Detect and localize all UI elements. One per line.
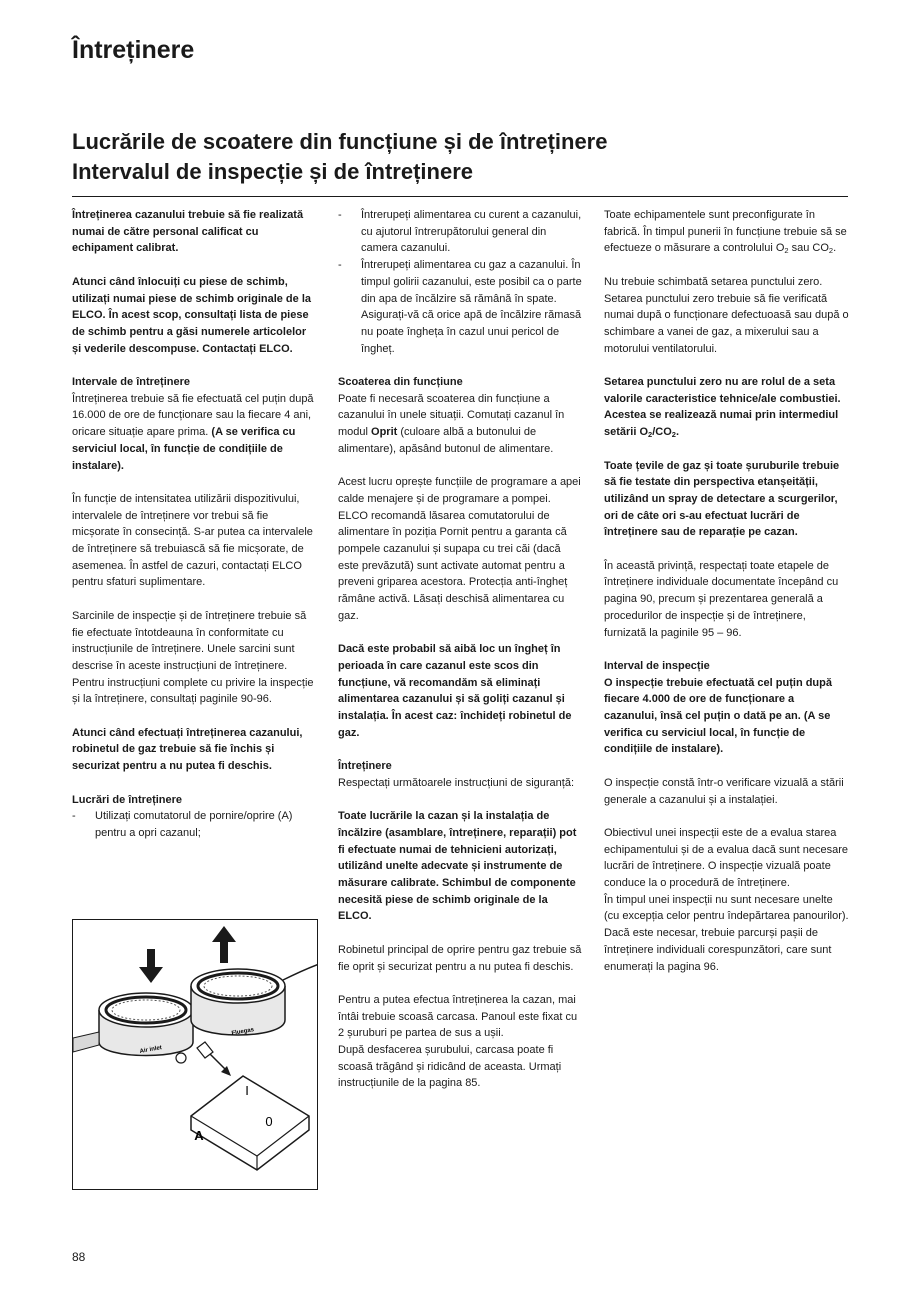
gas-shutoff-paragraph: Robinetul principal de oprire pentru gaz trebuie să fie oprit și securizat pentru a nu putea fi deschis. xyxy=(338,943,582,973)
switch-off-mark: 0 xyxy=(265,1114,273,1129)
programming-paragraph: Acest lucru oprește funcțiile de programare a apei calde menajere și de programare a pompei. xyxy=(338,476,581,505)
pointer-arrow-icon xyxy=(210,1054,231,1076)
section-header: Întreținere xyxy=(72,36,195,64)
casing-removal-paragraph: După desfacerea șurubului, carcasa poate fi scoasă trăgând și ridicând de aceasta. Urmați instrucțiunile de la pagina 85. xyxy=(338,1044,562,1090)
leak-test-note: Toate țevile de gaz și toate șuruburile trebuie să fie testate din perspectiva etanșeității, utilizând un spray de detectare a scurgerilor, ori de câte ori s-au efectuat lucrări de întreținere sau de reparație pe cazan. xyxy=(604,459,840,539)
tasks-paragraph: Sarcinile de inspecție și de întreținere trebuie să fie efectuate întotdeauna în conformitate cu instrucțiunile de întreținere. Unele sarcini sunt descrise în aceste instrucțiuni de întreținere. Pentru instrucțiuni complete cu privire la inspecție și la întreținere, consultați paginile 90-96. xyxy=(72,609,314,706)
list-item: - Întrerupeți alimentarea cu gaz a cazanului. În timpul golirii cazanului, este posibil ca o parte din apa de încălzire să rămână în spate. Asigurați-vă că orice apă de încălzire rămasă nu poate îngheța în cazul unui pericol de îngheț. xyxy=(338,259,582,355)
usage-intensity-paragraph: În funcție de intensitatea utilizării dispozitivului, intervalele de întreținere vor trebui să fie micșorate în consecință. S-ar putea ca intervalele de întreținere să trebuiască să fie micșorate, de asemenea. În astfel de cazuri, contactați ELCO pentru sfaturi suplimentare. xyxy=(72,492,313,589)
gas-valve-warning: Atunci când efectuați întreținerea cazanului, robinetul de gaz trebuie să fie închis și securizat pentru a nu putea fi deschis. xyxy=(72,726,303,773)
page-title-line2: Intervalul de inspecție și de întreținere xyxy=(72,159,474,184)
column-2 xyxy=(338,207,584,1092)
heading-decommissioning: Scoaterea din funcțiune xyxy=(338,376,463,389)
interval-paragraph: Întreținerea trebuie să fie efectuată cel puțin după 16.000 de ore de funcționare sau la fiecare 4 ani, oricare situație apare prima. (A se verifica cu serviciul local, în funcție de condițiile de instalare). xyxy=(72,392,314,472)
flue-gas-ring xyxy=(191,969,285,1037)
arrow-up-icon xyxy=(212,926,236,963)
qualification-note: Întreținerea cazanului trebuie să fie realizată numai de către personal calificat cu echipament calibrat. xyxy=(72,209,304,255)
page-number: 88 xyxy=(72,1250,86,1264)
heading-maintenance-intervals: Intervale de întreținere xyxy=(72,376,190,388)
boiler-illustration xyxy=(73,920,318,1190)
zero-point-note: Setarea punctului zero nu are rolul de a seta valorile caracteristice tehnice/ale combustiei. Acestea se realizează numai prin intermediul setării $O_2/CO_2$. xyxy=(604,376,841,440)
recommendation-paragraph: ELCO recomandă lăsarea comutatorului de alimentare în poziția Pornit pentru a garanta că pompele cazanului și supapa cu trei căi (dacă este prevăzută) sunt activate automat pentru a preveni griparea acestora. Protecția anti-îngheț rămâne activă. Lăsați deschisă alimentarea cu gaz. xyxy=(338,509,568,622)
spare-parts-note: Atunci când înlocuiți cu piese de schimb, utilizați numai piese de schimb originale de la ELCO. În acest scop, consultați lista de piese de schimb pentru a găsi numerele articolelor și vederile descompuse. Contactați ELCO. xyxy=(72,275,312,355)
column-1 xyxy=(72,207,318,842)
switch-on-mark: I xyxy=(245,1083,249,1098)
casing-paragraph: Pentru a putea efectua întreținerea la cazan, mai întâi trebuie scoasă carcasa. Panoul este fixat cu 2 șuruburi pe partea de sus a ușii. xyxy=(338,993,578,1040)
arrow-down-icon xyxy=(139,949,163,983)
preconfig-paragraph: Toate echipamentele sunt preconfigurate în fabrică. În timpul punerii în funcțiune trebuie să se efectueze o măsurare a controlului $O_2$ sau $CO_2$. xyxy=(604,209,847,256)
list-item: - Întrerupeți alimentarea cu curent a cazanului, cu ajutorul întrerupătorului general din camera cazanului. xyxy=(338,209,582,255)
figure-label-a: A xyxy=(194,1128,204,1143)
zero-point-paragraph: Nu trebuie schimbată setarea punctului zero. Setarea punctului zero trebuie să fie verificată numai după o funcționare defectuoasă sau după o schimbare a vanei de gaz, a mixerului sau a motorului ventilatorului. xyxy=(604,275,849,355)
authorized-work-note: Toate lucrările la cazan și la instalația de încălzire (asamblare, întreținere, reparații) pot fi efectuate numai de tehnicieni autorizați, utilizând unelte adecvate și instrumente de măsurare calibrate. Schimbul de componente necesită piese de schimb originale de la ELCO. xyxy=(338,810,577,923)
page-title-line1: Lucrările de scoatere din funcțiune și de întreținere xyxy=(72,129,608,154)
heading-maintenance: Întreținere xyxy=(338,760,392,773)
air-inlet-ring xyxy=(99,993,193,1056)
air-inlet-label: Air inlet xyxy=(139,1045,163,1055)
frost-warning: Dacă este probabil să aibă loc un îngheț în perioada în care cazanul este scos din funcțiune, vă recomandăm să eliminați alimentarea cazanului și să goliți cazanul și instalația. În acest caz: închideți robinetul de gaz. xyxy=(338,643,572,739)
procedures-paragraph: În această privință, respectați toate etapele de întreținere individuale documentate începând cu pagina 90, precum și prezentarea generală a procedurilor de inspecție și de întreținere, furnizată la paginile 95 – 96. xyxy=(604,559,839,639)
heading-maintenance-work: Lucrări de întreținere xyxy=(72,793,183,806)
power-switch xyxy=(191,1076,309,1170)
list-item: - Utilizați comutatorul de pornire/oprire (A) pentru a opri cazanul; xyxy=(72,810,293,839)
inspection-tools-paragraph: În timpul unei inspecții nu sunt necesare unelte (cu excepția celor pentru îndepărtarea panourilor). Dacă este necesar, trebuie parcurși pașii de întreținere individuali corespunzători, care sunt enumerați la pagina 96. xyxy=(604,893,849,973)
boiler-switch-figure xyxy=(72,919,318,1190)
title-divider xyxy=(72,196,848,197)
column-3 xyxy=(604,207,850,975)
safety-intro: Respectați următoarele instrucțiuni de siguranță: xyxy=(338,776,575,789)
decommission-paragraph: Poate fi necesară scoaterea din funcțiune a cazanului în unele situații. Comutați cazanul în modul Oprit (culoare albă a butonului de alimentare), apăsând butonul de alimentare. xyxy=(338,392,565,455)
flue-gas-label: Fluegas xyxy=(231,1027,255,1037)
inspection-content-paragraph: O inspecție constă într-o verificare vizuală a stării generale a cazanului și a instalației. xyxy=(604,776,844,806)
inspection-interval-note: O inspecție trebuie efectuată cel puțin după fiecare 4.000 de ore de funcționare a cazanului, însă cel puțin o dată pe an. (A se verifica cu serviciul local, în funcție de condițiile de instalare). xyxy=(604,676,832,756)
heading-inspection-interval: Interval de inspecție xyxy=(604,659,710,672)
inspection-objective-paragraph: Obiectivul unei inspecții este de a evalua starea echipamentului și de a evalua dacă sunt necesare lucrări de întreținere. O inspecție vizuală poate conduce la o procedură de întreținere. xyxy=(604,826,848,890)
